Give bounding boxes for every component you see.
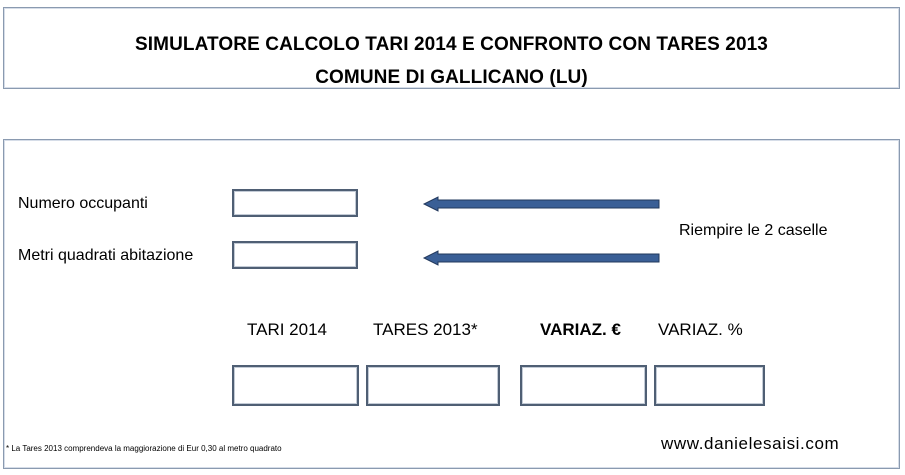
col-header-variaz-percent: VARIAZ. % <box>658 320 743 339</box>
arrow-shape <box>424 251 659 265</box>
result-variaz-euro <box>520 365 647 406</box>
col-header-variaz-euro: VARIAZ. € <box>540 320 621 339</box>
result-variaz-percent <box>654 365 765 406</box>
arrow-left-icon <box>422 250 660 266</box>
footnote: * La Tares 2013 comprendeva la maggiorazione di Eur 0,30 al metro quadrato <box>6 444 282 453</box>
page-subtitle: COMUNE DI GALLICANO (LU) <box>315 67 588 88</box>
arrow-shape <box>424 197 659 211</box>
result-tares-2013 <box>366 365 500 406</box>
page-title: SIMULATORE CALCOLO TARI 2014 E CONFRONTO CON TARES 2013 <box>135 34 768 55</box>
instruction-text: Riempire le 2 caselle <box>679 222 828 239</box>
result-tari-2014 <box>232 365 359 406</box>
title-box <box>3 7 900 89</box>
arrow-left-icon <box>422 196 660 212</box>
occupants-label: Numero occupanti <box>18 195 148 212</box>
area-input[interactable] <box>232 241 358 269</box>
occupants-input[interactable] <box>232 189 358 217</box>
calculator-panel <box>3 139 900 469</box>
col-header-tari-2014: TARI 2014 <box>247 320 328 339</box>
website-link[interactable]: www.danielesaisi.com <box>661 434 840 453</box>
col-header-tares-2013: TARES 2013* <box>373 320 478 339</box>
area-label: Metri quadrati abitazione <box>18 247 194 264</box>
